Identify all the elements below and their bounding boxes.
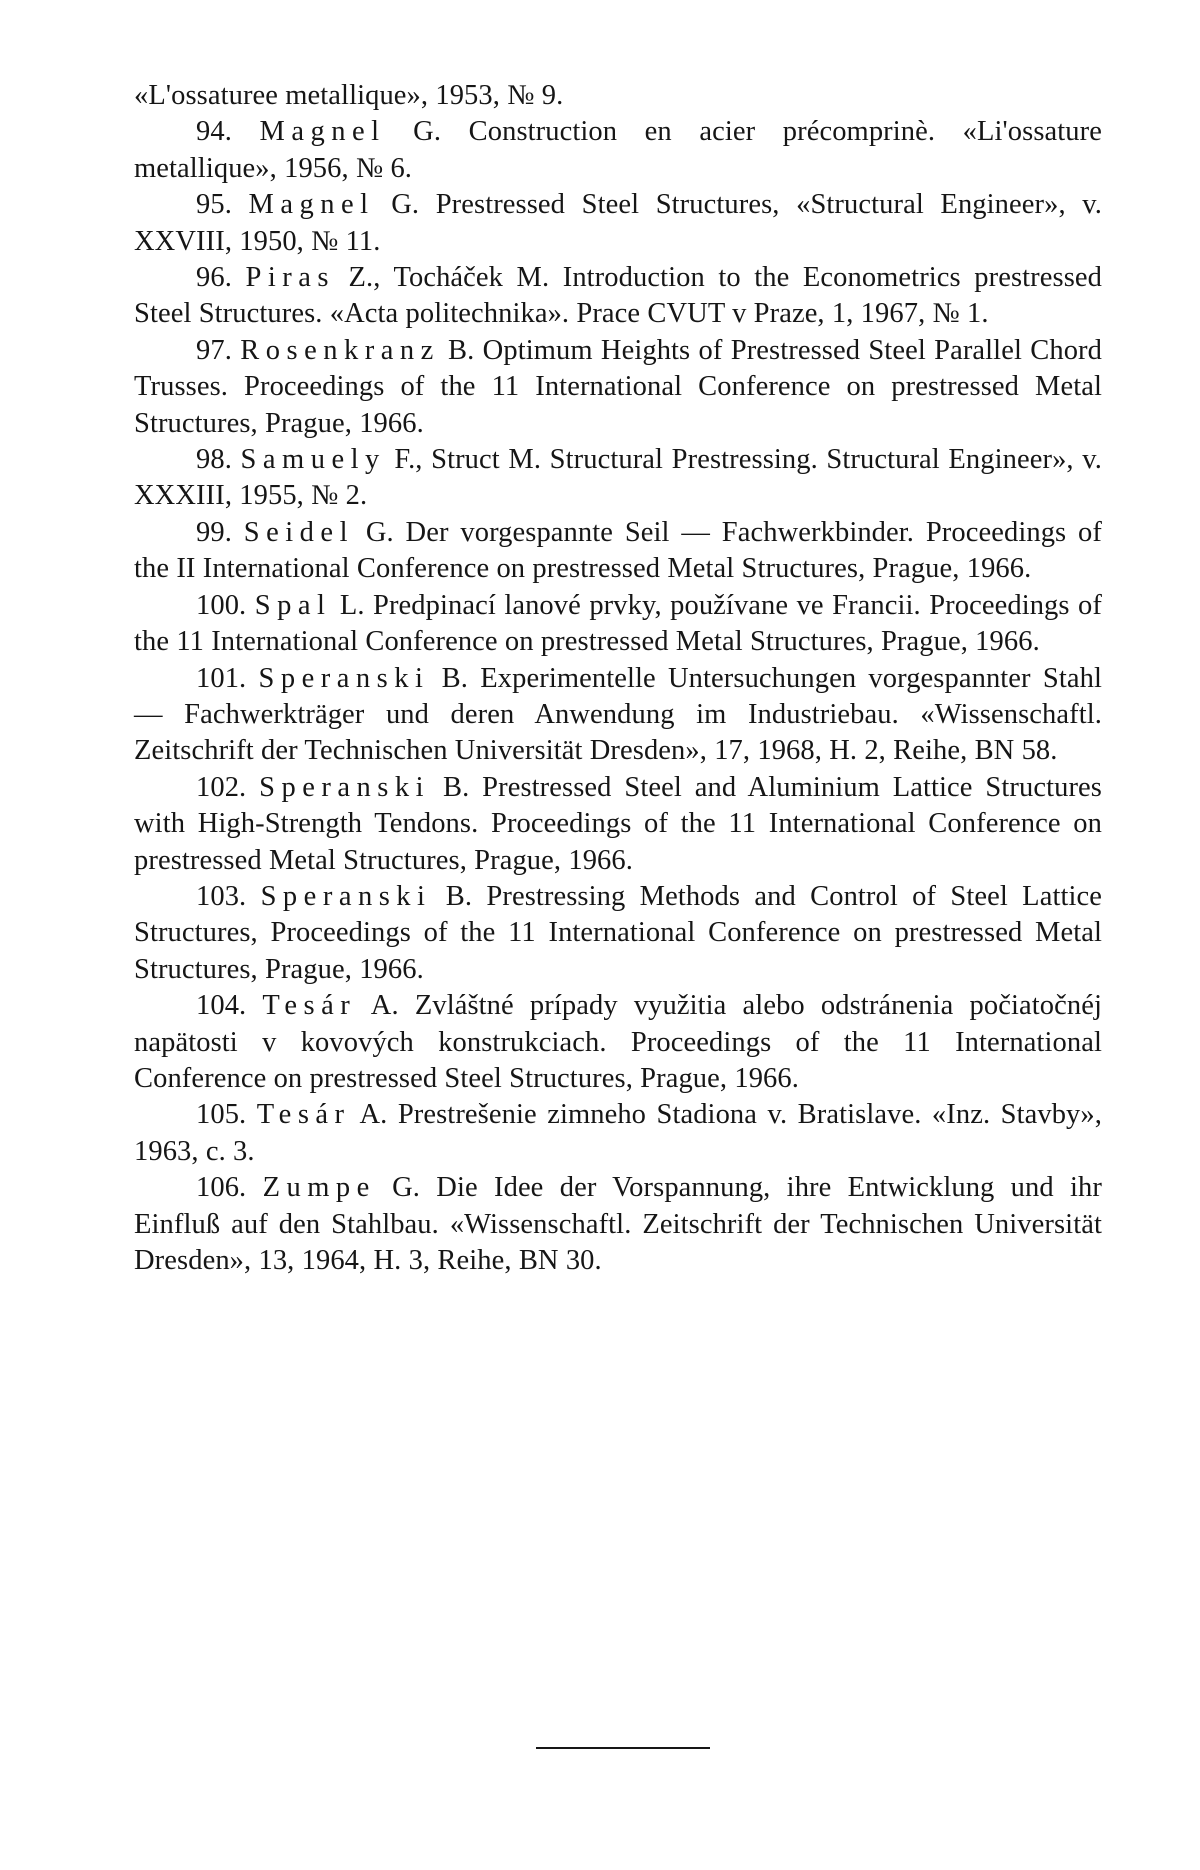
reference-number: 100. — [196, 589, 247, 621]
reference-number: 95. — [196, 189, 232, 221]
reference-author: Speranski — [259, 771, 431, 803]
reference-text: Z., Tocháček M. Introduction to the Econometrics prestressed Steel Structures. «Acta politechnika». Prace CVUT v Praze, 1, 1967, № 1. — [134, 262, 1102, 330]
reference-text: «L'ossaturee metallique», 1953, № 9. — [134, 80, 564, 111]
reference-author: Tesár — [256, 1099, 351, 1131]
reference-text: A. Prestrešenie zimneho Stadiona v. Bratislave. «Inz. Stavby», 1963, c. 3. — [134, 1099, 1102, 1167]
reference-author: Rosenkranz — [240, 334, 440, 366]
reference-author: Spal — [254, 589, 332, 621]
reference-number: 97. — [196, 334, 232, 366]
reference-number: 101. — [196, 662, 247, 694]
reference-number: 98. — [196, 444, 232, 476]
reference-author: Speranski — [260, 880, 432, 912]
end-divider-rule — [536, 1747, 710, 1749]
reference-text: B. Optimum Heights of Prestressed Steel Parallel Chord Trusses. Proceedings of the 11 International Conference on prestressed Metal Structures, Prague, 1966. — [134, 334, 1102, 439]
reference-entry-102 — [134, 770, 1102, 879]
reference-text: L. Predpinací lanové prvky, používane ve Francii. Proceedings of the 11 International Conference on prestressed Metal Structures, Prague, 1966. — [134, 589, 1102, 658]
reference-number: 102. — [196, 771, 247, 803]
reference-continuation — [134, 78, 1102, 114]
reference-entry-103 — [134, 879, 1102, 988]
reference-author: Seidel — [243, 516, 355, 548]
reference-number: 99. — [196, 516, 232, 548]
reference-entry-99 — [134, 515, 1102, 588]
reference-entry-105 — [134, 1097, 1102, 1170]
reference-number: 104. — [196, 990, 247, 1022]
reference-text: F., Struct M. Structural Prestressing. Structural Engineer», v. XXXIII, 1955, № 2. — [134, 444, 1102, 512]
reference-entry-95 — [134, 187, 1102, 260]
reference-entry-98 — [134, 442, 1102, 515]
reference-author: Magnel — [259, 116, 386, 148]
reference-list — [134, 78, 1102, 1279]
reference-number: 94. — [196, 116, 232, 148]
reference-entry-101 — [134, 661, 1102, 770]
reference-author: Piras — [245, 262, 335, 294]
reference-author: Magnel — [248, 189, 375, 221]
reference-text: G. Construction en acier précomprinè. «Li'ossature metallique», 1956, № 6. — [134, 116, 1102, 184]
reference-entry-96 — [134, 260, 1102, 333]
reference-number: 103. — [196, 880, 247, 912]
reference-entry-100 — [134, 588, 1102, 661]
reference-number: 106. — [196, 1172, 247, 1204]
reference-text: B. Prestressing Methods and Control of Steel Lattice Structures, Proceedings of the 11 International Conference on prestressed Metal Structures, Prague, 1966. — [134, 880, 1102, 985]
reference-author: Tesár — [262, 990, 357, 1022]
reference-text: G. Die Idee der Vorspannung, ihre Entwicklung und ihr Einfluß auf den Stahlbau. «Wissenschaftl. Zeitschrift der Technischen Universität Dresden», 13, 1964, H. 3, Reihe, BN 30. — [134, 1172, 1102, 1276]
reference-text: G. Prestressed Steel Structures, «Structural Engineer», v. XXVIII, 1950, № 11. — [134, 189, 1102, 257]
reference-text: G. Der vorgespannte Seil — Fachwerkbinder. Proceedings of the II International Conference on prestressed Metal Structures, Prague, 1966. — [134, 516, 1102, 585]
reference-entry-97 — [134, 333, 1102, 442]
reference-author: Speranski — [258, 662, 430, 694]
reference-text: B. Prestressed Steel and Aluminium Lattice Structures with High-Strength Tendons. Proceedings of the 11 International Conference on prestressed Metal Structures, Prague, 1966. — [134, 771, 1102, 876]
reference-number: 96. — [196, 262, 232, 294]
reference-entry-94 — [134, 114, 1102, 187]
reference-author: Zumpe — [262, 1172, 376, 1204]
reference-author: Samuely — [240, 444, 386, 476]
reference-entry-104 — [134, 988, 1102, 1097]
reference-text: B. Experimentelle Untersuchungen vorgespannter Stahl — Fachwerkträger und deren Anwendung im Industriebau. «Wissenschaftl. Zeitschrift der Technischen Universität Dresden», 17, 1968, H. 2, Reihe, BN 58. — [134, 662, 1102, 767]
reference-number: 105. — [196, 1099, 247, 1131]
reference-entry-106 — [134, 1170, 1102, 1279]
reference-text: A. Zvláštné prípady využitia alebo odstránenia počiatočnéj napätosti v kovových konstrukciach. Proceedings of the 11 International Conference on prestressed Steel Structures, Prague, 1966. — [134, 990, 1102, 1094]
